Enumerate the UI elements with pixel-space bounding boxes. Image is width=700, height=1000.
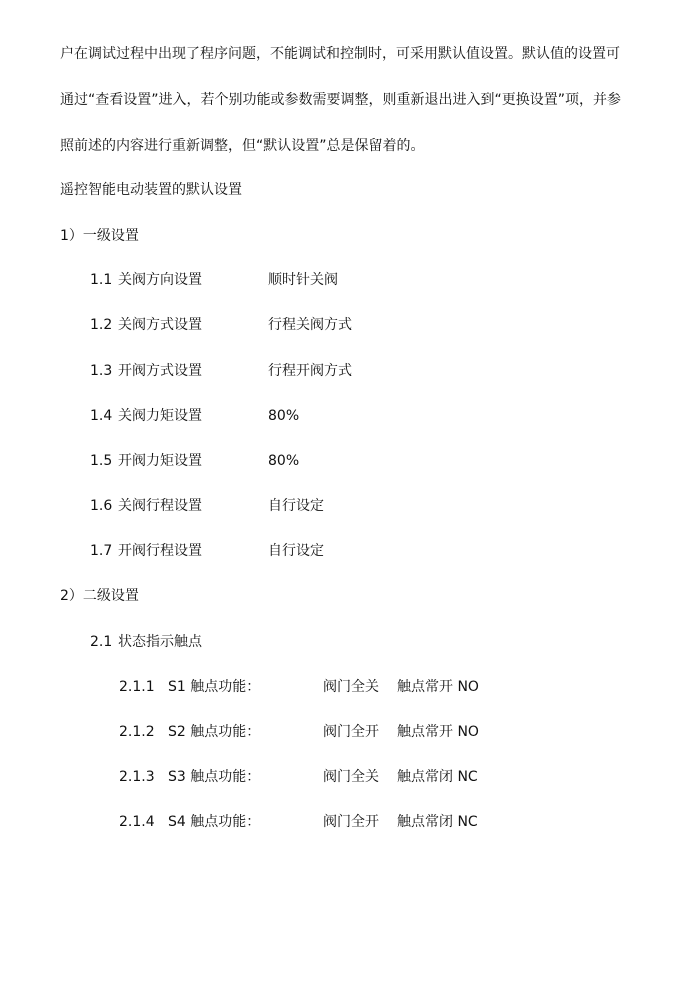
- item-value: 80%: [268, 453, 300, 469]
- item-number: 1.4: [90, 408, 113, 424]
- item-name: S1 触点功能：: [168, 679, 261, 695]
- item-name: 关阀方式设置: [118, 317, 202, 333]
- intro-line-1: 户在调试过程中出现了程序问题，不能调试和控制时，可采用默认值设置。默认值的设置可: [60, 46, 620, 62]
- intro-line-3: 照前述的内容进行重新调整，但“默认设置”总是保留着的。: [60, 138, 425, 154]
- subsection-title: 状态指示触点: [118, 634, 202, 650]
- item-number: 1.6: [90, 498, 113, 514]
- item-number: 2.1.3: [119, 769, 155, 785]
- item-number: 1.3: [90, 363, 113, 379]
- item-name: 开阀方式设置: [118, 363, 202, 379]
- item-value: 80%: [268, 408, 300, 424]
- item-number: 1.2: [90, 317, 113, 333]
- item-value: 自行设定: [268, 543, 324, 559]
- item-state: 阀门全开: [323, 814, 379, 830]
- item-value: 行程关阀方式: [268, 317, 352, 333]
- level1-heading: 1）一级设置: [60, 228, 139, 244]
- item-contact: 触点常闭 NC: [397, 769, 478, 785]
- item-contact: 触点常开 NO: [397, 724, 479, 740]
- item-state: 阀门全开: [323, 724, 379, 740]
- item-name: 关阀力矩设置: [118, 408, 202, 424]
- item-contact: 触点常开 NO: [397, 679, 479, 695]
- item-state: 阀门全关: [323, 679, 379, 695]
- intro-line-2: 通过“查看设置”进入，若个别功能或参数需要调整，则重新退出进入到“更换设置”项，并参: [60, 92, 622, 108]
- item-number: 1.7: [90, 543, 113, 559]
- item-number: 2.1.1: [119, 679, 155, 695]
- item-value: 行程开阀方式: [268, 363, 352, 379]
- subsection-number: 2.1: [90, 634, 113, 650]
- level2-heading: 2）二级设置: [60, 588, 139, 604]
- item-name: 开阀力矩设置: [118, 453, 202, 469]
- item-name: S4 触点功能：: [168, 814, 261, 830]
- item-value: 顺时针关阀: [268, 272, 338, 288]
- section-title: 遥控智能电动装置的默认设置: [60, 182, 242, 198]
- item-name: 关阀方向设置: [118, 272, 202, 288]
- item-number: 1.5: [90, 453, 113, 469]
- item-number: 1.1: [90, 272, 113, 288]
- item-number: 2.1.2: [119, 724, 155, 740]
- item-state: 阀门全关: [323, 769, 379, 785]
- item-name: 开阀行程设置: [118, 543, 202, 559]
- item-value: 自行设定: [268, 498, 324, 514]
- item-number: 2.1.4: [119, 814, 155, 830]
- item-name: 关阀行程设置: [118, 498, 202, 514]
- item-name: S3 触点功能：: [168, 769, 261, 785]
- item-name: S2 触点功能：: [168, 724, 261, 740]
- item-contact: 触点常闭 NC: [397, 814, 478, 830]
